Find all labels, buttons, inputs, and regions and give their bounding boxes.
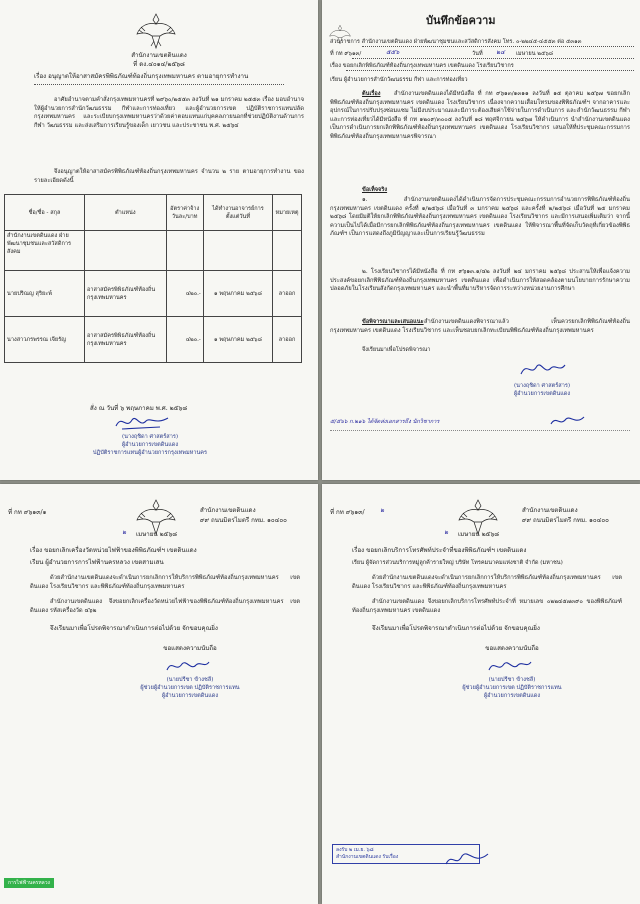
cell-rate: ๔๒๐.- xyxy=(166,317,203,363)
header-position: ตำแหน่ง xyxy=(85,195,166,231)
memo-date-label: วันที่ xyxy=(472,51,483,57)
document-letter-electricity xyxy=(0,484,318,904)
order-date: สั่ง ณ วันที่ ๖ พฤษภาคม พ.ศ. ๒๕๖๘ xyxy=(90,405,188,412)
signer-title: ผู้ช่วยผู้อำนวยการเขต ปฏิบัติราชการแทน xyxy=(462,685,562,691)
signer-title: ผู้อำนวยการเขตดินแดง xyxy=(121,442,179,448)
letter-recipient: เรียน ผู้อำนวยการการไฟฟ้านครหลวง เขตสามเสน xyxy=(30,559,164,566)
letter-number: ที่ กท ๙๖๑๓/๑ xyxy=(8,509,47,516)
department-name: สำนักงานเขตดินแดง xyxy=(131,52,187,59)
document-subject: เรื่อง อนุญาตให้อาสาสมัครพิพิธภัณฑ์ท้องถิ่นกรุงเทพมหานคร ตามอายุการทำงาน xyxy=(34,73,249,80)
cell-note: ลาออก xyxy=(273,317,302,363)
signer-title-2: ผู้อำนวยการเขตดินแดง xyxy=(483,693,541,699)
table-row xyxy=(5,271,302,317)
letter-regards: ขอแสดงความนับถือ xyxy=(485,645,539,652)
letter-subject: เรื่อง ขอยกเลิกบริการโทรศัพท์ประจำที่ของพิพิธภัณฑ์ฯ เขตดินแดง xyxy=(352,547,527,554)
document-number: ที่ ดง.๔๐๑๔/๒๕๖๘ xyxy=(133,61,185,68)
signature-icon xyxy=(518,358,568,380)
document-order-volunteer xyxy=(0,0,318,480)
letter-date: เมษายน ๒๕๖๘ xyxy=(136,531,178,538)
memo-date: เมษายน ๒๕๖๘ xyxy=(516,51,554,57)
memo-subject: เรื่อง ขอยกเลิกพิพิธภัณฑ์ท้องถิ่นกรุงเทพมหานคร เขตดินแดง โรงเรียนวิชากร xyxy=(330,63,514,69)
letter-date-handwritten: ๒ xyxy=(444,529,449,536)
origin-heading: ต้นเรื่อง xyxy=(362,91,381,97)
header-note: หมายเหตุ xyxy=(273,195,302,231)
letter-paragraph-2: สำนักงานเขตดินแดง จึงขอยกเลิกบริการโทรศัพท์ประจำที่ หมายเลข ๐๒๒๔๕๗๓๙๐ ของพิพิธภัณฑ์ท้องถิ่นกรุงเทพมหานคร เขตดินแดง xyxy=(352,599,622,614)
proposal-heading: ข้อพิจารณาและเสนอแนะ xyxy=(362,319,424,325)
cell-name: นางสาวภรพรรณ เจียรัญ xyxy=(5,317,85,363)
initials-icon xyxy=(442,846,492,872)
letter-closing: จึงเรียนมาเพื่อโปรดพิจารณาดำเนินการต่อไปด้วย จักขอบคุณยิ่ง xyxy=(372,625,540,632)
divider xyxy=(362,46,634,47)
header-date: ได้ทำงานอาจารย์การ ตั้งแต่วันที่ xyxy=(203,195,272,231)
document-letter-telephone xyxy=(322,484,640,904)
signature-icon xyxy=(164,656,212,676)
memo-date-handwritten: ๒๔ xyxy=(496,49,505,56)
signer-title: ผู้อำนวยการเขตดินแดง xyxy=(513,391,571,397)
document-memo xyxy=(322,0,640,480)
facts-paragraph-2: ๒. โรงเรียนวิชากรได้มีหนังสือ ที่ กท ๙๖๑๓.๑/๔๒ ลงวันที่ ๒๔ มกราคม ๒๕๖๘ ประสานให้เพื่อแจ้งความประสงค์ขอยกเลิกพิพิธภัณฑ์ท้องถิ่นกรุงเทพมหานคร เขตดินแดง เพื่อดำเนินการให้สอดคล้องตามนโยบายการรักษาความปลอดภัยในโรงเรียนสังกัดกรุงเทพมหานคร และนำพื้นที่มาบริหารจัดการระหว่างหน่วยงานการศึกษา xyxy=(330,269,630,293)
cell-position: อาสาสมัครพิพิธภัณฑ์ท้องถิ่นกรุงเทพมหานคร xyxy=(85,317,166,363)
cell-position: อาสาสมัครพิพิธภัณฑ์ท้องถิ่นกรุงเทพมหานคร xyxy=(85,271,166,317)
header-rate: อัตราค่าจ้าง วันละ/บาท xyxy=(166,195,203,231)
facts-paragraph-1: ๑. สำนักงานเขตดินแดงได้ดำเนินการจัดการประชุมคณะกรรมการอำนวยการพิพิธภัณฑ์ท้องถิ่นกรุงเทพมหานคร เขตดินแดง ครั้งที่ ๑/๒๕๖๘ เมื่อวันที่ ๓ มกราคม ๒๕๖๘ และครั้งที่ ๒/๒๕๖๘ เมื่อวันที่ ๒๕ มกราคม ๒๕๖๘ โดยมีมติให้ยกเลิกพิพิธภัณฑ์ท้องถิ่นกรุงเทพมหานคร เขตดินแดง โรงเรียนวิชากร และมีการเสนอเพิ่มเติมว่า จากนี้ความเป็นไปได้เมื่อมีการยกเลิกพิพิธภัณฑ์ท้องถิ่นกรุงเทพมหานคร เขตดินแดง ให้พิจารณาพื้นที่จัดเก็บวัตถุที่เกี่ยวข้องพิพิธภัณฑ์ฯ เป็นการแสดงถึงภูมิปัญญาและเป็นการเรียนรู้วัฒนธรรม xyxy=(330,197,630,238)
signer-name: (นางฤชิดา ศาสตร์สาร) xyxy=(513,383,571,389)
letter-number: ที่ กท ๙๖๑๓/ xyxy=(330,509,365,516)
divider xyxy=(352,58,634,59)
memo-title: บันทึกข้อความ xyxy=(426,14,496,27)
cell-name: นายปริณญ สุริยะพ์ xyxy=(5,271,85,317)
office-address: ๙๙ ถนนมิตรไมตรี กทม. ๑๐๔๐๐ xyxy=(200,517,287,524)
cell-date: ๑ พฤษภาคม ๒๕๖๘ xyxy=(203,317,272,363)
letter-subject: เรื่อง ขอยกเลิกเครื่องวัดหน่วยไฟฟ้าของพิพิธภัณฑ์ฯ เขตดินแดง xyxy=(30,547,197,554)
facts-heading: ข้อเท็จจริง xyxy=(362,187,388,193)
signer-title-2: ผู้อำนวยการเขตดินแดง xyxy=(161,693,219,699)
memo-number: ที่ กท ๙๖๑๓/ xyxy=(330,51,362,57)
memo-recipient: เรียน ผู้อำนวยการสำนักวัฒนธรรม กีฬา และการท่องเที่ยว xyxy=(330,77,468,83)
signer-title: ผู้ช่วยผู้อำนวยการเขต ปฏิบัติราชการแทน xyxy=(140,685,240,691)
utility-logo-badge: การไฟฟ้านครหลวง xyxy=(4,878,54,888)
signer-name: (นายปรีชา ข้างชลี) xyxy=(488,677,536,683)
divider xyxy=(34,84,284,85)
letter-recipient: เรียน ผู้จัดการส่วนบริการหมู่ลูกค้ารายใหญ่ บริษัท โทรคมนาคมแห่งชาติ จำกัด (มหาชน) xyxy=(352,560,563,566)
letter-date: เมษายน ๒๕๖๘ xyxy=(458,531,500,538)
proposal-paragraph: สำนักงานเขตดินแดงพิจารณาแล้ว เห็นควรยกเลิกพิพิธภัณฑ์ท้องถิ่นกรุงเทพมหานคร เขตดินแดง โรงเรียนวิชากร และเห็นชอบยกเลิกทะเบียนพิพิธภัณฑ์ท้องถิ่นกรุงเทพมหานคร xyxy=(330,319,630,334)
office-name: สำนักงานเขตดินแดง xyxy=(200,507,256,514)
garuda-emblem-icon xyxy=(134,8,178,52)
origin-paragraph: สำนักงานเขตดินแดงได้มีหนังสือ ที่ กท ๙๖๑๓/๑๓๑๑ ลงวันที่ ๑๕ ตุลาคม ๒๕๖๗ ขอยกเลิกพิพิธภัณฑ์ท้องถิ่นกรุงเทพมหานคร เขตดินแดง โรงเรียนวิชากร เนื่องจากความเสื่อมโทรมของพิพิธภัณฑ์ฯ จากอาคารและอุปกรณ์ในการปรับปรุงซ่อมแซม ไม่มีงบประมาณและมีภาระต้องเสียค่าใช้จ่ายในการดำเนินการ และสำนักวัฒนธรรม กีฬา และการท่องเที่ยวได้มีหนังสือ ที่ กท ๑๒๐๙/๓๐๐๕ ลงวันที่ ๑๘ พฤศจิกายน ๒๕๖๗ ให้ดำเนินการ นำสำนักงานเขตดินแดงเป็นการดำเนินการยกเลิกพิพิธภัณฑ์ท้องถิ่นกรุงเทพมหานคร เขตดินแดง โรงเรียนวิชากร เสนอให้ที่ประชุมคณะกรรมการพิพิธภัณฑ์ท้องถิ่นกรุงเทพมหานครพิจารณา xyxy=(330,91,630,140)
letter-date-handwritten: ๒ xyxy=(122,529,127,536)
letter-regards: ขอแสดงความนับถือ xyxy=(163,645,217,652)
cell-date: ๑ พฤษภาคม ๒๕๖๘ xyxy=(203,271,272,317)
signer-name: (นายปรีชา ข้างชลี) xyxy=(166,677,214,683)
letter-paragraph-1: ด้วยสำนักงานเขตดินแดงจะดำเนินการยกเลิกการให้บริการพิพิธภัณฑ์ท้องถิ่นกรุงเทพมหานคร เขตดินแดง โรงเรียนวิชากร และพิพิธภัณฑ์ท้องถิ่นกรุงเทพมหานคร xyxy=(30,575,300,590)
letter-paragraph-2: สำนักงานเขตดินแดง จึงขอยกเลิกเครื่องวัดหน่วยไฟฟ้าของพิพิธภัณฑ์ท้องถิ่นกรุงเทพมหานคร เขตดินแดง รหัสเครื่องวัด ๔๖๒ xyxy=(30,599,300,614)
order-paragraph-1: อาศัยอำนาจตามคำสั่งกรุงเทพมหานครที่ ๒๙๖๐/๒๕๕๓ ลงวันที่ ๒๑ มกราคม ๒๕๕๓ เรื่อง มอบอำนาจให้ผู้อำนวยการสำนักวัฒนธรรม กีฬาและการท่องเที่ยว และผู้อำนวยการเขต ปฏิบัติราชการแทนปลัดกรุงเทพมหานคร และระเบียบกรุงเทพมหานครว่าด้วยค่าตอบแทนแก่บุคคลภายนอกที่ช่วยปฏิบัติงานด้านการกีฬา วัฒนธรรม และส่งเสริมการเรียนรู้ของเด็ก เยาวชน และประชาชน พ.ศ. ๒๕๖๔ xyxy=(34,97,304,129)
letter-closing: จึงเรียนมาเพื่อโปรดพิจารณาดำเนินการต่อไปด้วย จักขอบคุณยิ่ง xyxy=(50,625,218,632)
divider xyxy=(346,70,634,71)
office-address: ๙๙ ถนนมิตรไมตรี กทม. ๑๐๔๐๐ xyxy=(522,517,609,524)
handwritten-footer-note: ๕/๕๖๖ ก.๒๑๖ ได้จัดส่งเอกสารถึง นักวิชาการ xyxy=(330,419,440,425)
signer-name: (นางฤชิดา ศาสตร์สาร) xyxy=(121,434,179,440)
cell-rate: ๔๒๐.- xyxy=(166,271,203,317)
signer-title-2: ปฏิบัติราชการแทนผู้อำนวยการกรุงเทพมหานคร xyxy=(92,450,208,456)
memo-number-handwritten: ๕๕๖ xyxy=(386,49,400,56)
signature-icon xyxy=(486,656,534,676)
memo-agency: ส่วนราชการ สำนักงานเขตดินแดง ฝ่ายพัฒนาชุมชนและสวัสดิการสังคม โทร. ๐-๒๒๔๕-๔๕๕๓ ต่อ ๕๓๑๓ xyxy=(330,39,582,45)
letter-number-handwritten: ๒ xyxy=(380,507,385,514)
signature-icon xyxy=(112,412,172,432)
divider xyxy=(330,430,630,431)
receipt-stamp-line-2: สำนักงานเขตดินแดง รับเรื่อง xyxy=(336,854,399,860)
memo-closing: จึงเรียนมาเพื่อโปรดพิจารณา xyxy=(362,347,431,353)
cell-note: ลาออก xyxy=(273,271,302,317)
table-row xyxy=(5,317,302,363)
receipt-stamp-line-1: ลงรับ ๒ เม.ย. ๖๘ xyxy=(336,847,374,853)
initials-icon xyxy=(548,412,588,430)
letter-paragraph-1: ด้วยสำนักงานเขตดินแดงจะดำเนินการยกเลิกการให้บริการพิพิธภัณฑ์ท้องถิ่นกรุงเทพมหานคร เขตดินแดง โรงเรียนวิชากร และพิพิธภัณฑ์ท้องถิ่นกรุงเทพมหานคร xyxy=(352,575,622,590)
group-label: สำนักงานเขตดินแดง ฝ่ายพัฒนาชุมชนและสวัสดิการสังคม xyxy=(5,231,85,271)
order-paragraph-2: จึงอนุญาตให้อาสาสมัครพิพิธภัณฑ์ท้องถิ่นกรุงเทพมหานคร จำนวน ๒ ราย ตามอายุการทำงาน ของรายละเอียดดังนี้ xyxy=(34,169,304,184)
header-name: ชื่อ/ชื่อ - สกุล xyxy=(5,195,85,231)
volunteer-table xyxy=(4,194,302,363)
office-name: สำนักงานเขตดินแดง xyxy=(522,507,578,514)
